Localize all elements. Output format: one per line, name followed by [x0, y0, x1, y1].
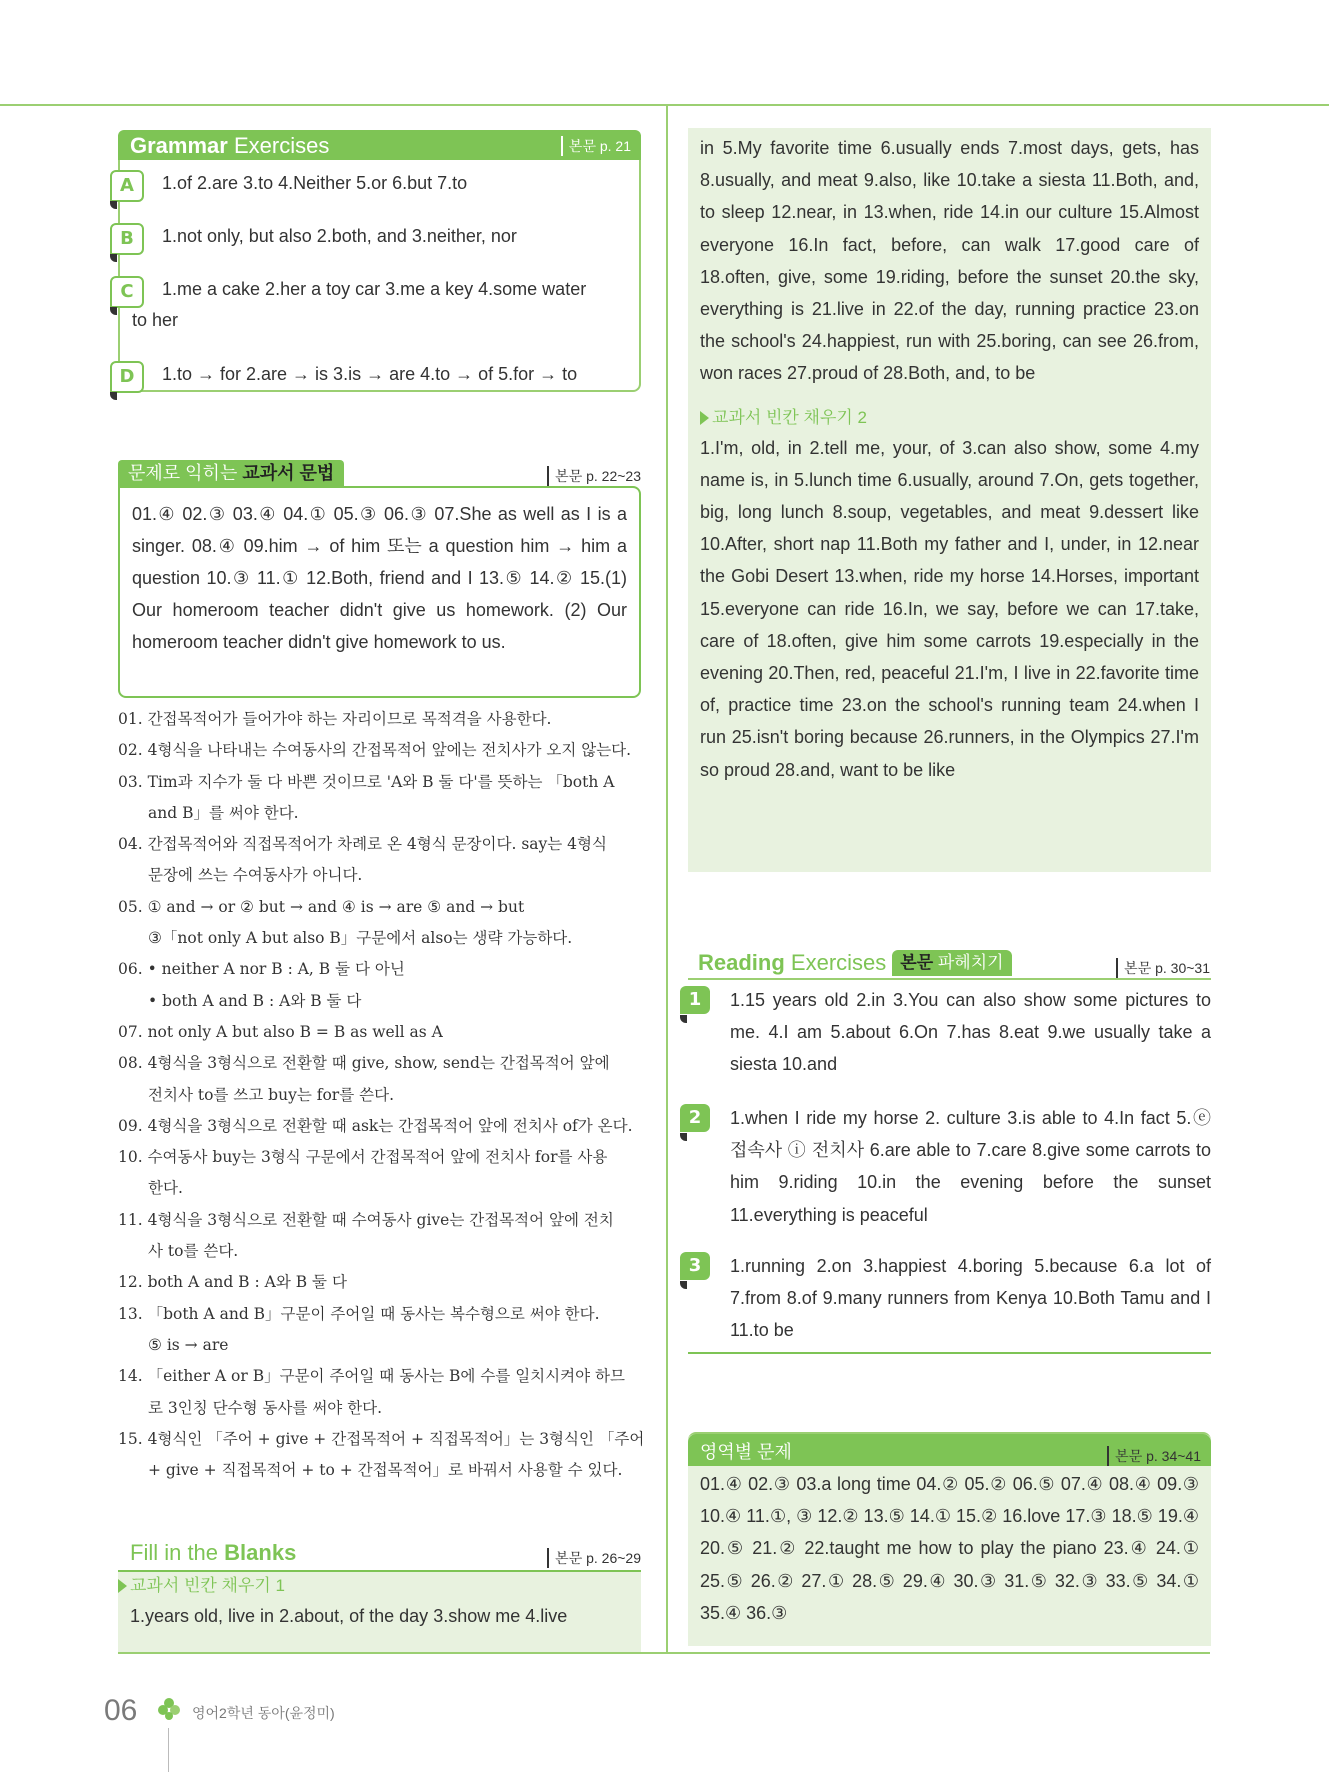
section-answers: 1.to → for 2.are → is 3.is → are 4.to → of 5.for → to [162, 364, 578, 384]
grammar-page-ref: 본문 p. 21 [561, 136, 631, 156]
grammar-section-c [120, 274, 631, 336]
section-badge: C [110, 276, 144, 308]
grammar-section-b [120, 221, 631, 252]
area-problems-answers: 01.④ 02.③ 03.a long time 04.② 05.② 06.⑤ 07.④ 08.④ 09.③ 10.④ 11.①, ③ 12.② 13.⑤ 14.① 15.② 16.love 17.③ 18.⑤ 19.④ 20.⑤ 21.② 22.taught me how to play the piano 23.④ 24.① 25.⑤ 26.② 27.① 28.⑤ 29.④ 30.③ 31.⑤ 32.③ 33.⑤ 34.① 35.④ 36.③ [700, 1474, 1199, 1623]
reading-pill: 본문 파헤치기 [892, 950, 1011, 976]
explanation-line: and B」를 써야 한다. [148, 803, 299, 822]
fill-blanks-page-ref: 본문 p. 26~29 [547, 1548, 641, 1568]
area-problems-header [688, 1434, 1211, 1466]
explanation-line: 03. Tim과 지수가 둘 다 바쁜 것이므로 'A와 B 둘 다'를 뜻하는 「both A [118, 772, 615, 791]
explanation-line: 01. 간접목적어가 들어가야 하는 자리이므로 목적격을 사용한다. [118, 710, 552, 728]
grammar-section-d [120, 359, 631, 390]
area-problems-title: 영역별 문제 [700, 1442, 792, 1462]
reading-item-3 [688, 1250, 1211, 1347]
explanation-line: 13. 「both A and B」구문이 주어일 때 동사는 복수형으로 써야 한다. [118, 1304, 600, 1323]
explanation-line: 07. not only A but also B = B as well as A [118, 1022, 443, 1041]
fill-blanks-subtitle-2: 교과서 빈칸 채우기 2 [700, 404, 1211, 432]
textbook-grammar-tag: 문제로 익히는 교과서 문법 [118, 460, 344, 486]
explanation-line: 사 to를 쓴다. [148, 1242, 239, 1261]
grammar-header [118, 130, 641, 160]
reading-answers: 1.when I ride my horse 2. culture 3.is able to 4.In fact 5.ⓔ 접속사 ⓘ 전치사 6.are able to 7.care 8.give some carrots to him 9.riding 10.in the evening before the sunset 11.everything is peaceful [730, 1108, 1211, 1225]
footer-divider [168, 1728, 169, 1772]
reading-item-1 [688, 984, 1211, 1084]
textbook-grammar-box [118, 486, 641, 698]
section-answers: 1.me a cake 2.her a toy car 3.me a key 4.some water [162, 279, 587, 299]
explanation-line: • both A and B : A와 B 둘 다 [148, 991, 362, 1010]
explanation-line: 로 3인칭 단수형 동사를 써야 한다. [148, 1398, 383, 1417]
grammar-body [118, 160, 641, 392]
column-separator [666, 104, 668, 1652]
explanation-line: 15. 4형식인 「주어 + give + 간접목적어 + 직접목적어」는 3형식인 「주어 [118, 1429, 645, 1448]
explanation-line: 06. • neither A nor B : A, B 둘 다 아닌 [118, 960, 405, 979]
area-problems-box [688, 1432, 1211, 1646]
textbook-grammar-header [118, 460, 641, 486]
fill-blanks-header [118, 1540, 641, 1572]
fill-blanks-body [118, 1572, 641, 1652]
page-number: 06 [104, 1694, 138, 1727]
grammar-section-a [120, 168, 631, 199]
explanation-line: 전치사 to를 쓰고 buy는 for를 쓴다. [148, 1085, 394, 1104]
reading-answers: 1.running 2.on 3.happiest 4.boring 5.because 6.a lot of 7.from 8.of 9.many runners from Kenya 10.Both Tamu and I 11.to be [730, 1256, 1211, 1341]
reading-badge: 3 [680, 1252, 710, 1280]
fill-blanks-title: Fill in the Blanks [130, 1540, 297, 1565]
explanation-line: ⑤ is → are [148, 1335, 229, 1354]
explanation-line: 문장에 쓰는 수여동사가 아니다. [148, 866, 363, 885]
explanation-line: 05. ① and → or ② but → and ④ is → are ⑤ and → but [118, 897, 525, 916]
textbook-page-ref: 본문 p. 22~23 [547, 466, 641, 486]
section-answers: 1.of 2.are 3.to 4.Neither 5.or 6.but 7.to [162, 173, 468, 193]
bottom-rule [118, 1652, 1210, 1654]
section-badge: A [110, 170, 144, 202]
explanation-line: ③「not only A but also B」구문에서 also는 생략 가능하다. [148, 929, 573, 948]
section-answers: 1.not only, but also 2.both, and 3.neither, nor [162, 226, 517, 246]
clover-icon [156, 1696, 182, 1722]
explanation-line: 11. 4형식을 3형식으로 전환할 때 수여동사 give는 간접목적어 앞에 전치 [118, 1210, 614, 1229]
section-answers-cont: to her [132, 310, 179, 330]
explanation-line: 12. both A and B : A와 B 둘 다 [118, 1273, 347, 1292]
top-rule [0, 104, 1329, 106]
fill-blanks-answers-1: 1.years old, live in 2.about, of the day 3.show me 4.live [130, 1606, 568, 1626]
grammar-exercises-box [118, 130, 641, 394]
explanation-line: 04. 간접목적어와 직접목적어가 차례로 온 4형식 문장이다. say는 4형식 [118, 835, 607, 854]
explanation-line: + give + 직접목적어 + to + 간접목적어」로 바꿔서 사용할 수 있다. [148, 1461, 623, 1480]
footer-title: 영어2학년 동아(윤정미) [192, 1705, 335, 1721]
explanation-line: 09. 4형식을 3형식으로 전환할 때 ask는 간접목적어 앞에 전치사 of가 온다. [118, 1116, 633, 1135]
reading-answers: 1.15 years old 2.in 3.You can also show some pictures to me. 4.I am 5.about 6.On 7.has 8.eat 9.we usually take a siesta 10.and [730, 990, 1211, 1075]
grammar-title: Grammar Exercises [130, 133, 330, 158]
explanation-list [118, 704, 643, 1486]
textbook-answers: 01.④ 02.③ 03.④ 04.① 05.③ 06.③ 07.She as well as I is a singer. 08.④ 09.him → of him 또는 a question him → him a question 10.③ 11.① 12.Both, friend and I 13.⑤ 14.② 15.(1) Our homeroom teacher didn't give us homework. (2) Our homeroom teacher didn't give homework to us. [132, 504, 627, 652]
explanation-line: 10. 수여동사 buy는 3형식 구문에서 간접목적어 앞에 전치사 for를 사용 [118, 1148, 608, 1167]
explanation-line: 02. 4형식을 나타내는 수여동사의 간접목적어 앞에는 전치사가 오지 않는다. [118, 741, 632, 760]
section-badge: D [110, 361, 144, 393]
area-problems-page-ref: 본문 p. 34~41 [1107, 1446, 1201, 1466]
section-badge: B [110, 223, 144, 255]
reading-item-2 [688, 1102, 1211, 1231]
fill-blanks-subtitle-1: 교과서 빈칸 채우기 1 [118, 1572, 641, 1600]
reading-badge: 1 [680, 986, 710, 1014]
reading-exercises-body [688, 978, 1211, 1354]
explanation-line: 08. 4형식을 3형식으로 전환할 때 give, show, send는 간접목적어 앞에 [118, 1054, 610, 1073]
reading-title: Reading Exercises 본문 파헤치기 [698, 950, 1012, 976]
explanation-line: 14. 「either A or B」구문이 주어일 때 동사는 B에 수를 일치시켜야 하므 [118, 1367, 625, 1386]
explanation-line: 한다. [148, 1179, 183, 1198]
reading-page-ref: 본문 p. 30~31 [1116, 958, 1210, 978]
fill-blanks-answers-2: 1.I'm, old, in 2.tell me, your, of 3.can also show, some 4.my name is, in 5.lunch time 6.usually, around 7.On, gets together, big, long lunch 8.soup, vegetables, and meat 9.dessert like 10.After, short nap 11.Both my father and I, under, in 12.near the Gobi Desert 13.when, ride my horse 14.Horses, important 15.everyone can ride 16.In, we say, before we can 17.take, care of 18.often, give him some carrots 19.especially in the evening 20.Then, red, peaceful 21.I'm, I live in 22.favorite time of, practice time 23.on the school's running team 24.when I run 25.isn't boring because 26.runners, in the Olympics 27.I'm so proud 28.and, want to be like [700, 437, 1199, 780]
reading-exercises-header [698, 948, 1210, 978]
fill-blanks-continued [688, 128, 1211, 872]
reading-badge: 2 [680, 1104, 710, 1132]
fill-blanks-answers-1-cont: in 5.My favorite time 6.usually ends 7.most days, gets, has 8.usually, and meat 9.also, like 10.take a siesta 11.Both, and, to sleep 12.near, in 13.when, ride 14.in our culture 15.Almost everyone 16.In fact, before, can walk 17.good care of 18.often, give, some 19.riding, before the sunset 20.the sky, everything is 21.live in 22.of the day, running practice 23.on the school's 24.happiest, run with 25.boring, can see 26.from, won races 27.proud of 28.Both, and, to be [700, 138, 1199, 384]
